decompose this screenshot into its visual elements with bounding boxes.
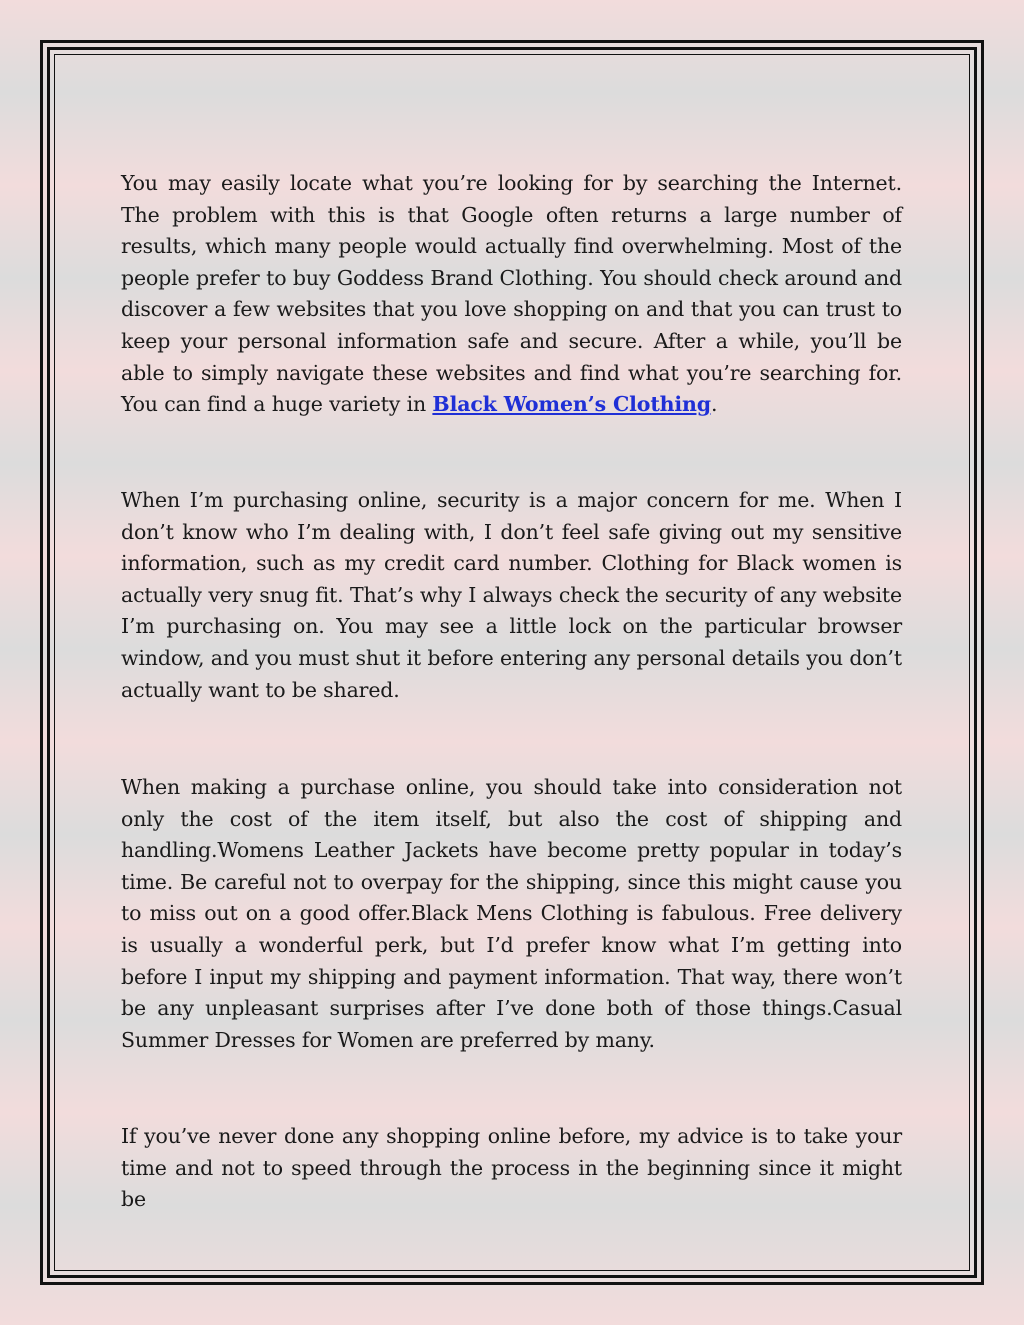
paragraph-4: If you’ve never done any shopping online before, my advice is to take your time and not to speed through the process in the beginning since it might be <box>121 1124 902 1212</box>
paragraph-1-end: . <box>710 392 718 417</box>
black-womens-clothing-link[interactable]: Black Women’s Clothing <box>432 392 711 417</box>
paragraph-1-text: You may easily locate what you’re looking for by searching the Internet. The problem with this is that Google often returns a large number of results, which many people would actually find overwhelming. Most of the people prefer to buy Goddess Brand Clothing. You should check around and discover a few websites that you love shopping on and that you can trust to keep your personal information safe and secure. After a while, you’ll be able to simply navigate these websites and find what you’re searching for. You can find a huge variety in <box>121 171 902 417</box>
paragraph-1 <box>121 168 902 421</box>
paragraph-3: When making a purchase online, you should take into consideration not only the cost of the item itself, but also the cost of shipping and handling.Womens Leather Jackets have become pretty popular in today’s time. Be careful not to overpay for the shipping, since this might cause you to miss out on a good offer.Black Mens Clothing is fabulous. Free delivery is usually a wonderful perk, but I’d prefer know what I’m getting into before I input my shipping and payment information. That way, there won’t be any unpleasant surprises after I’ve done both of those things.Casual Summer Dresses for Women are preferred by many. <box>121 775 902 1052</box>
paragraph-2: When I’m purchasing online, security is a major concern for me. When I don’t know who I’m dealing with, I don’t feel safe giving out my sensitive information, such as my credit card number. Clothing for Black women is actually very snug fit. That’s why I always check the security of any website I’m purchasing on. You may see a little lock on the particular browser window, and you must shut it before entering any personal details you don’t actually want to be shared. <box>121 488 902 702</box>
